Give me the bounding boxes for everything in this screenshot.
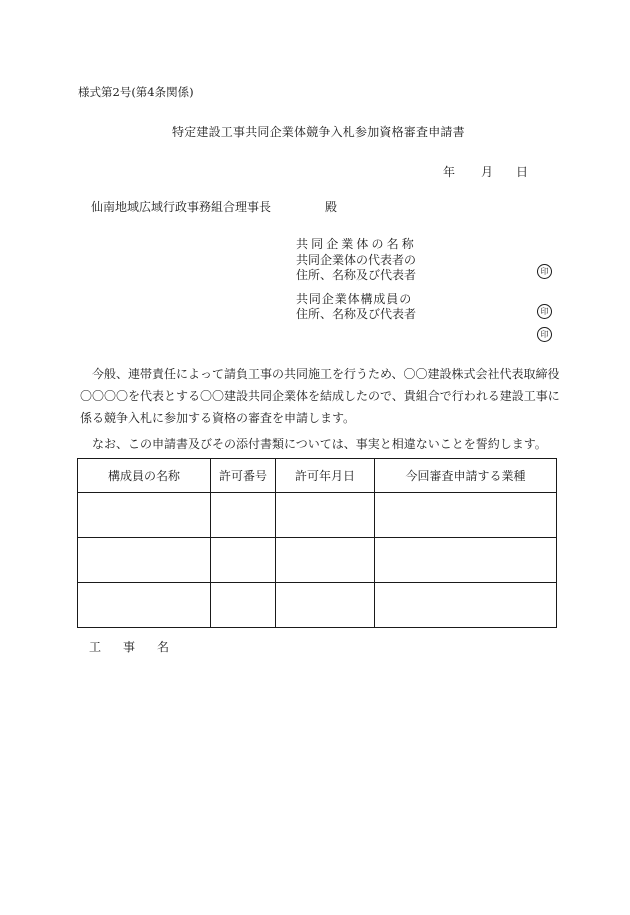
date-day-label: 日 xyxy=(516,165,529,179)
addressee-honorific: 殿 xyxy=(325,200,338,214)
jv-member-label-line2: 住所、名称及び代表者 xyxy=(296,307,417,321)
table-cell xyxy=(375,493,557,538)
document-title: 特定建設工事共同企業体競争入札参加資格審査申請書 xyxy=(172,125,465,139)
table-cell xyxy=(276,493,375,538)
table-cell xyxy=(375,538,557,583)
seal-mark-representative: 印 xyxy=(537,264,552,279)
column-header-permit-number: 許可番号 xyxy=(211,459,276,493)
works-name-label: 工事名 xyxy=(89,640,192,654)
table-cell xyxy=(78,583,211,628)
table-cell xyxy=(211,538,276,583)
table-cell xyxy=(211,583,276,628)
date-month-label: 月 xyxy=(481,165,494,179)
table-cell xyxy=(276,583,375,628)
jv-member-label-line1: 共同企業体構成員の xyxy=(296,292,413,306)
date-year-label: 年 xyxy=(443,165,456,179)
seal-mark-member-2: 印 xyxy=(537,327,552,342)
table-row xyxy=(78,583,557,628)
seal-mark-member-1: 印 xyxy=(537,304,552,319)
addressee-name: 仙南地域広域行政事務組合理事長 xyxy=(91,200,272,214)
table-row xyxy=(78,538,557,583)
jv-representative-label-line2: 住所、名称及び代表者 xyxy=(296,268,417,282)
table-cell xyxy=(211,493,276,538)
jv-name-label: 共同企業体の名称 xyxy=(296,237,417,251)
table-cell xyxy=(78,538,211,583)
form-number: 様式第2号(第4条関係) xyxy=(78,85,194,99)
application-statement: 今般、連帯責任によって請負工事の共同施工を行うため、〇〇建設株式会社代表取締役〇〇〇〇を代表とする〇〇建設共同企業体を結成したので、貴組合で行われる建設工事に係る競争入札に参加する資格の審査を申請します。 xyxy=(80,367,560,425)
table-cell xyxy=(375,583,557,628)
table-row xyxy=(78,493,557,538)
jv-representative-label-line1: 共同企業体の代表者の xyxy=(296,253,417,267)
table-cell xyxy=(78,493,211,538)
member-table xyxy=(77,458,557,628)
table-cell xyxy=(276,538,375,583)
column-header-permit-date: 許可年月日 xyxy=(276,459,375,493)
column-header-business-type: 今回審査申請する業種 xyxy=(375,459,557,493)
table-header-row xyxy=(78,459,557,493)
pledge-statement: なお、この申請書及びその添付書類については、事実と相違ないことを誓約します。 xyxy=(92,437,547,451)
column-header-member-name: 構成員の名称 xyxy=(78,459,211,493)
